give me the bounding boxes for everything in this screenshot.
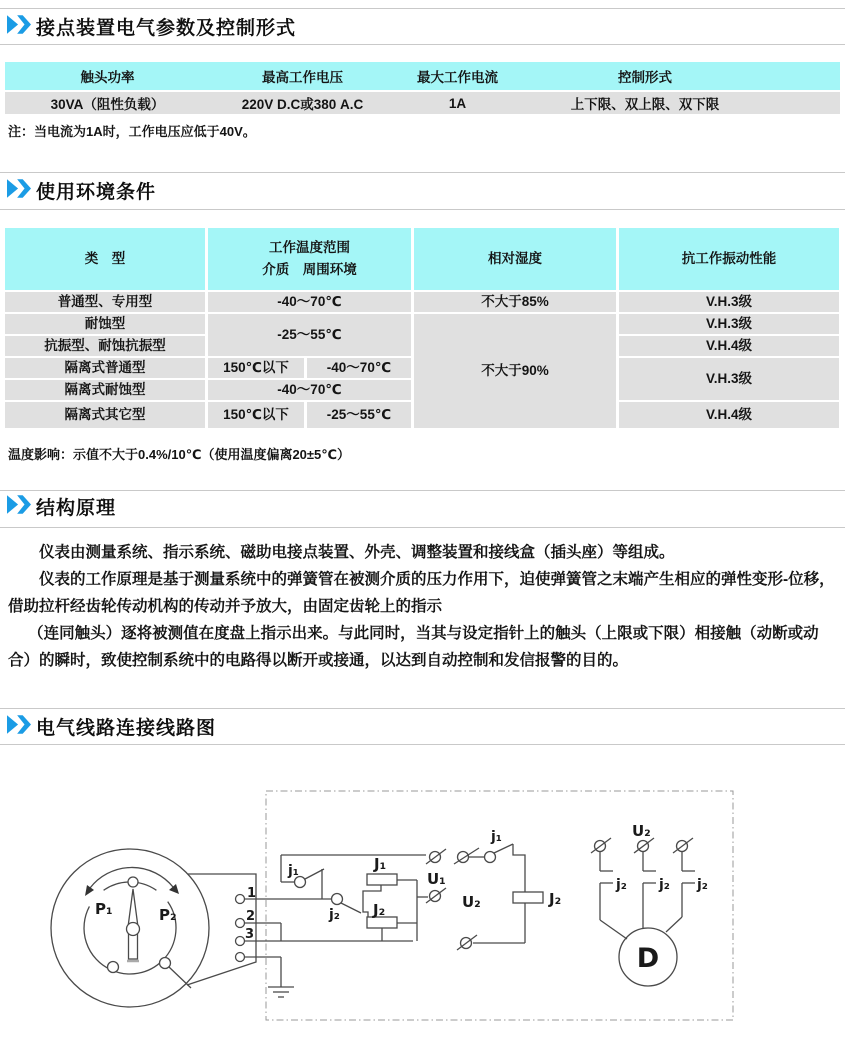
paragraph: （连同触头）逐将被测值在度盘上指示出来。与此同时，当其与设定指针上的触头（上限或下限）相接触（动断或动合）的瞬时，致使控制系统中的电路得以断开或接通，以达到自动控制和发信报警的目的。 bbox=[8, 625, 819, 669]
table-cell: V.H.3级 bbox=[619, 314, 839, 334]
label-p1: P₁ bbox=[95, 900, 113, 918]
label-J2-coil-right: J₂ bbox=[549, 890, 562, 908]
col-header: 最高工作电压 bbox=[262, 70, 343, 85]
table-cell: 220V D.C或380 A.C bbox=[241, 97, 364, 112]
contact-j2-phase1 bbox=[600, 871, 613, 883]
label-J1-coil: J₁ bbox=[374, 855, 387, 873]
table-cell: -40～70℃ bbox=[307, 358, 411, 378]
table-cell: 抗振型、耐蚀抗振型 bbox=[5, 336, 205, 356]
table-cell: 普通型、专用型 bbox=[5, 292, 205, 312]
terminal-ground bbox=[236, 953, 245, 962]
relay-network bbox=[268, 844, 543, 997]
divider-line bbox=[0, 8, 845, 9]
table-cell: 耐蚀型 bbox=[5, 314, 205, 334]
label-j2-phase3: j₂ bbox=[697, 877, 708, 893]
terminal-2 bbox=[236, 919, 245, 928]
label-u2: U₂ bbox=[462, 893, 481, 911]
contact-j1-right-pivot bbox=[485, 852, 496, 863]
label-p2: P₂ bbox=[159, 906, 177, 924]
label-terminal-1: 1 bbox=[247, 886, 257, 901]
label-terminal-2: 2 bbox=[246, 909, 256, 924]
needle-hub bbox=[127, 923, 140, 936]
principle-paragraphs bbox=[8, 539, 838, 674]
label-j2-phase2: j₂ bbox=[659, 877, 670, 893]
params-table-header-row bbox=[5, 62, 840, 90]
environment-table bbox=[5, 228, 839, 428]
table-cell: -40～70℃ bbox=[208, 380, 411, 400]
section-chevrons-icon bbox=[7, 495, 31, 514]
params-table-data-row bbox=[5, 92, 840, 114]
table-cell: 30VA（阻性负载） bbox=[50, 97, 165, 112]
paragraph: 仪表的工作原理是基于测量系统中的弹簧管在被测介质的压力作用下，迫使弹簧管之末端产生相应的弹性变形-位移，借助拉杆经齿轮传动机构的传动并予放大，由固定齿轮上的指示 bbox=[8, 571, 835, 615]
limit-contact-left bbox=[108, 962, 119, 973]
table-cell: 150℃以下 bbox=[208, 358, 304, 378]
table-cell: V.H.3级 bbox=[619, 358, 839, 400]
table-cell: V.H.4级 bbox=[619, 402, 839, 428]
section-chevrons-icon bbox=[7, 15, 31, 34]
relay-coil-J1 bbox=[367, 874, 397, 885]
section-title-structure-principle: 结构原理 bbox=[36, 498, 117, 519]
label-j1: j₁ bbox=[288, 863, 299, 879]
contact-j2-phase2 bbox=[643, 871, 656, 883]
table-cell: -25～55℃ bbox=[208, 314, 411, 356]
gauge-needle bbox=[128, 889, 138, 927]
section-title-wiring-diagram: 电气线路连接线路图 bbox=[36, 718, 217, 739]
col-header: 最大工作电流 bbox=[417, 70, 498, 85]
divider-line bbox=[0, 527, 845, 528]
terminal-3 bbox=[236, 937, 245, 946]
label-j1-right: j₁ bbox=[491, 829, 502, 845]
table-cell: 150℃以下 bbox=[208, 402, 304, 428]
divider-line bbox=[0, 744, 845, 745]
label-motor-d: D bbox=[636, 943, 660, 974]
temp-header-line2: 介质 周围环境 bbox=[262, 262, 357, 277]
col-header: 相对湿度 bbox=[414, 228, 616, 290]
divider-line bbox=[0, 209, 845, 210]
paragraph: 仪表由测量系统、指示系统、磁助电接点装置、外壳、调整装置和接线盒（插头座）等组成。 bbox=[39, 544, 675, 561]
contact-j2-pivot bbox=[332, 894, 343, 905]
label-terminal-3: 3 bbox=[245, 927, 255, 942]
table-cell: -40～70℃ bbox=[208, 292, 411, 312]
needle-top-pin bbox=[128, 877, 138, 887]
terminal-1 bbox=[236, 895, 245, 904]
divider-line bbox=[0, 44, 845, 45]
wiring-diagram bbox=[0, 780, 845, 1054]
section-chevrons-icon bbox=[7, 179, 31, 198]
temp-header-line1: 工作温度范围 bbox=[269, 240, 350, 256]
divider-line bbox=[0, 490, 845, 491]
label-j2: j₂ bbox=[329, 907, 340, 923]
arrowhead-left bbox=[85, 885, 94, 896]
table-cell: 隔离式耐蚀型 bbox=[5, 380, 205, 400]
table-cell: -25～55℃ bbox=[307, 402, 411, 428]
label-J2-coil: J₂ bbox=[373, 901, 386, 919]
pressure-gauge bbox=[51, 849, 256, 1007]
table-cell: 不大于85% bbox=[414, 292, 616, 312]
col-header: 触头功率 bbox=[80, 70, 135, 85]
table-cell: 隔离式其它型 bbox=[5, 402, 205, 428]
col-header-temp bbox=[208, 228, 411, 290]
col-header: 控制形式 bbox=[618, 70, 672, 85]
section-title-electrical-params: 接点装置电气参数及控制形式 bbox=[36, 18, 297, 39]
section-title-environment: 使用环境条件 bbox=[36, 182, 157, 203]
contact-j2-phase3 bbox=[682, 871, 695, 883]
dashed-enclosure-box bbox=[266, 791, 733, 1020]
relay-coil-J2-right bbox=[513, 892, 543, 903]
label-u1: U₁ bbox=[427, 870, 446, 888]
ground-symbol bbox=[268, 987, 294, 997]
col-header: 抗工作振动性能 bbox=[619, 228, 839, 290]
note-current-voltage: 注：当电流为1A时，工作电压应低于40V。 bbox=[8, 124, 256, 139]
section-chevrons-icon bbox=[7, 715, 31, 734]
table-cell: V.H.4级 bbox=[619, 336, 839, 356]
note-temperature-influence: 温度影响：示值不大于0.4%/10℃（使用温度偏离20±5℃） bbox=[8, 447, 351, 462]
table-cell: 上下限、双上限、双下限 bbox=[570, 97, 720, 112]
label-u2-top: U₂ bbox=[632, 822, 651, 840]
table-cell: 隔离式普通型 bbox=[5, 358, 205, 378]
arrowhead-right bbox=[169, 884, 179, 894]
divider-line bbox=[0, 708, 845, 709]
table-cell: V.H.3级 bbox=[619, 292, 839, 312]
limit-contact-right bbox=[160, 958, 171, 969]
table-cell: 1A bbox=[448, 95, 467, 111]
label-j2-phase1: j₂ bbox=[616, 877, 627, 893]
col-header: 类 型 bbox=[5, 228, 205, 290]
table-cell: 不大于90% bbox=[414, 314, 616, 428]
divider-line bbox=[0, 172, 845, 173]
